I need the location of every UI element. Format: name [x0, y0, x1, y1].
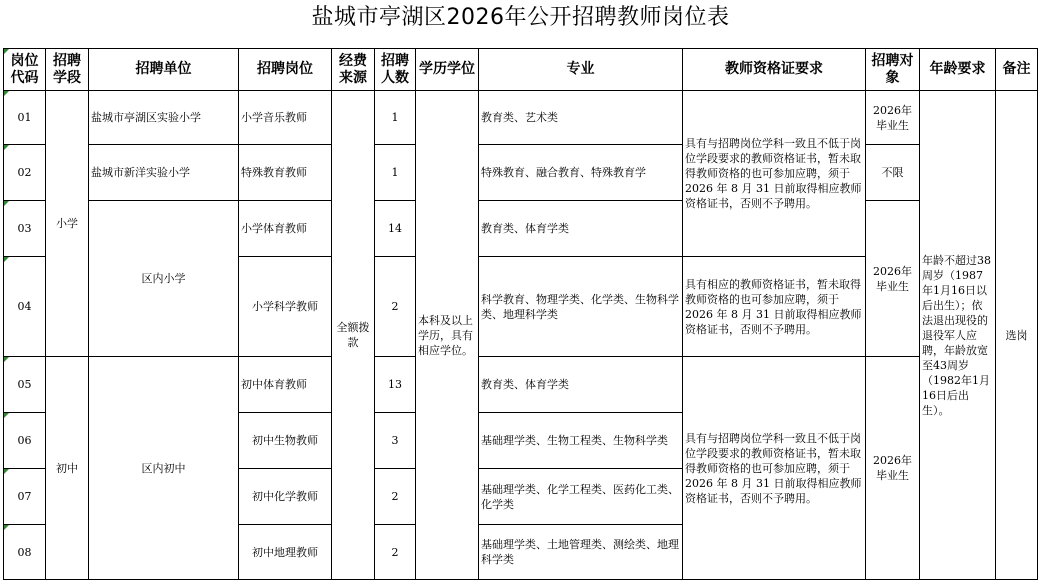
header-cert: 教师资格证要求	[683, 49, 866, 91]
page-title: 盐城市亭湖区2026年公开招聘教师岗位表	[311, 5, 730, 30]
positions-table	[3, 48, 1038, 580]
count-cell: 14	[375, 201, 416, 257]
count-cell: 2	[375, 257, 416, 357]
major-cell: 基础理学类、生物工程类、生物科学类	[479, 413, 683, 469]
code-cell: 02	[4, 145, 46, 201]
major-cell: 基础理学类、化学工程类、医药化工类、化学类	[479, 469, 683, 525]
code-cell: 05	[4, 357, 46, 413]
code-cell: 04	[4, 257, 46, 357]
post-cell: 小学科学教师	[239, 257, 332, 357]
major-cell: 科学教育、物理学类、化学类、生物科学类、地理科学类	[479, 257, 683, 357]
target-cell: 不限	[866, 145, 920, 201]
stage-cell-middle: 初中	[46, 357, 89, 580]
unit-cell: 盐城市新洋实验小学	[89, 145, 239, 201]
target-cell: 2026年毕业生	[866, 357, 920, 580]
education-cell: 本科及以上学历，具有相应学位。	[416, 91, 479, 580]
header-target: 招聘对象	[866, 49, 920, 91]
count-cell: 1	[375, 145, 416, 201]
major-cell: 特殊教育、融合教育、特殊教育学	[479, 145, 683, 201]
fund-cell: 全额拨款	[332, 91, 375, 580]
target-cell: 2026年毕业生	[866, 201, 920, 357]
post-cell: 小学音乐教师	[239, 91, 332, 145]
table-row	[4, 145, 1038, 201]
count-cell: 13	[375, 357, 416, 413]
count-cell: 1	[375, 91, 416, 145]
cert-cell: 具有与招聘岗位学科一致且不低于岗位学段要求的教师资格证书，暂未取得教师资格的也可参加应聘，须于 2026 年 8 月 31 日前取得相应教师资格证书，否则不予聘用。	[683, 91, 866, 257]
stage-cell-primary: 小学	[46, 91, 89, 357]
cert-cell: 具有相应的教师资格证书，暂未取得教师资格的也可参加应聘，须于 2026 年 8 月 31 日前取得相应教师资格证书，否则不予聘用。	[683, 257, 866, 357]
note-cell: 选岗	[996, 91, 1038, 580]
count-cell: 2	[375, 469, 416, 525]
post-cell: 特殊教育教师	[239, 145, 332, 201]
table-row	[4, 201, 1038, 257]
major-cell: 教育类、艺术类	[479, 91, 683, 145]
table-row	[4, 357, 1038, 413]
post-cell: 初中体育教师	[239, 357, 332, 413]
post-cell: 初中生物教师	[239, 413, 332, 469]
major-cell: 教育类、体育学类	[479, 201, 683, 257]
post-cell: 初中地理教师	[239, 525, 332, 580]
count-cell: 2	[375, 525, 416, 580]
header-fund: 经费来源	[332, 49, 375, 91]
code-cell: 06	[4, 413, 46, 469]
age-cell: 年龄不超过38周岁（1987年1月16日以后出生）；依法退出现役的退役军人应聘，年龄放宽至43周岁（1982年1月16日后出生）。	[920, 91, 996, 580]
unit-cell: 盐城市亭湖区实验小学	[89, 91, 239, 145]
major-cell: 教育类、体育学类	[479, 357, 683, 413]
table-row	[4, 91, 1038, 145]
header-row	[4, 49, 1038, 91]
code-cell: 03	[4, 201, 46, 257]
header-major: 专业	[479, 49, 683, 91]
header-age: 年龄要求	[920, 49, 996, 91]
unit-cell: 区内初中	[89, 357, 239, 580]
post-cell: 初中化学教师	[239, 469, 332, 525]
post-cell: 小学体育教师	[239, 201, 332, 257]
header-edu: 学历学位	[416, 49, 479, 91]
header-count: 招聘人数	[375, 49, 416, 91]
count-cell: 3	[375, 413, 416, 469]
header-stage: 招聘学段	[46, 49, 89, 91]
code-cell: 01	[4, 91, 46, 145]
cert-cell: 具有与招聘岗位学科一致且不低于岗位学段要求的教师资格证书，暂未取得教师资格的也可参加应聘，须于 2026 年 8 月 31 日前取得相应教师资格证书，否则不予聘用。	[683, 357, 866, 580]
header-post: 招聘岗位	[239, 49, 332, 91]
major-cell: 基础理学类、土地管理类、测绘类、地理科学类	[479, 525, 683, 580]
code-cell: 08	[4, 525, 46, 580]
header-unit: 招聘单位	[89, 49, 239, 91]
code-cell: 07	[4, 469, 46, 525]
target-cell: 2026年毕业生	[866, 91, 920, 145]
unit-cell: 区内小学	[89, 201, 239, 357]
header-note: 备注	[996, 49, 1038, 91]
header-code: 岗位代码	[4, 49, 46, 91]
